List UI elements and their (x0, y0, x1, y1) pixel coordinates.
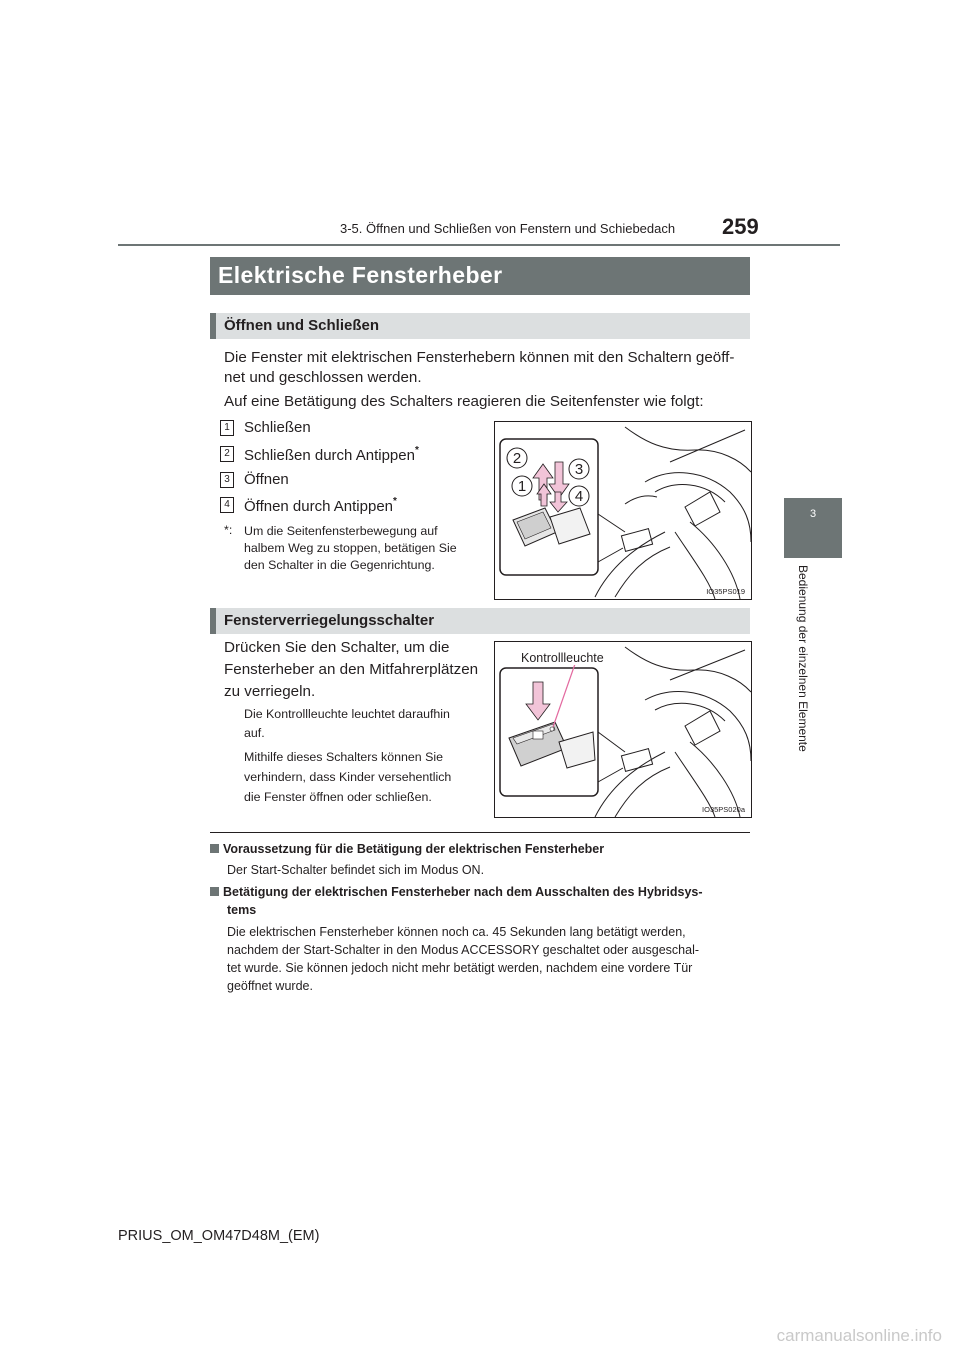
lock-text-line-1: Drücken Sie den Schalter, um die (224, 639, 450, 656)
item-number-3: 3 (220, 472, 234, 488)
lock-note-1-line-2: auf. (244, 726, 265, 740)
item-text-4 (244, 496, 397, 515)
bullet-heading-1 (210, 842, 604, 856)
bullet-2-line-2: nachdem der Start-Schalter in den Modus ACCESSORY geschaltet oder ausgeschal- (227, 943, 700, 957)
fig1-label-2: 2 (512, 450, 522, 467)
bullet-1-line-1: Der Start-Schalter befindet sich im Modus ON. (227, 863, 485, 877)
bullet-2-line-4: geöffnet wurde. (227, 979, 313, 993)
section-heading-marker (210, 608, 216, 634)
page-number: 259 (722, 214, 759, 239)
lock-note-1-line-1: Die Kontrollleuchte leuchtet daraufhin (244, 707, 450, 721)
section-heading-marker (210, 313, 216, 339)
running-header: 3-5. Öffnen und Schließen von Fenstern und Schiebedach (340, 221, 676, 236)
bullet-2-line-1: Die elektrischen Fensterheber können noch ca. 45 Sekunden lang betätigt werden, (227, 925, 686, 939)
asterisk-mark: * (414, 445, 419, 456)
lock-text-line-3: zu verriegeln. (224, 683, 316, 700)
chapter-tab (784, 498, 842, 558)
footnote-line-2: halbem Weg zu stoppen, betätigen Sie (244, 541, 457, 555)
figure-lock-switch-drawing (495, 642, 751, 817)
bullet-square-icon (210, 844, 219, 853)
footnote-mark: *: (224, 523, 233, 537)
lock-note-2-line-2: verhindern, dass Kinder versehentlich (244, 770, 452, 784)
figure-lock-switch (494, 641, 752, 818)
item-text-2-label: Schließen durch Antippen (244, 447, 415, 464)
item-text-1: Schließen (244, 419, 311, 436)
intro-line-1: Die Fenster mit elektrischen Fensterhebern können mit den Schaltern geöff- (224, 349, 735, 366)
chapter-number: 3 (809, 508, 817, 520)
bullet-heading-2-cont: tems (227, 903, 257, 917)
footnote-line-1: Um die Seitenfensterbewegung auf (244, 524, 438, 538)
footnote-line-3: den Schalter in die Gegenrichtung. (244, 558, 435, 572)
item-number-1: 1 (220, 420, 234, 436)
header-rule (118, 244, 840, 246)
fig1-label-1: 1 (517, 478, 527, 495)
item-number-4: 4 (220, 497, 234, 513)
figure-window-switch (494, 421, 752, 600)
section-heading-open-close: Öffnen und Schließen (224, 317, 380, 334)
lock-note-2-line-1: Mithilfe dieses Schalters können Sie (244, 750, 444, 764)
watermark: carmanualsonline.info (776, 1326, 942, 1345)
asterisk-mark: * (393, 496, 397, 507)
fig1-label-4: 4 (574, 488, 584, 505)
bullet-2-line-3: tet wurde. Sie können jedoch nicht mehr betätigt werden, nachdem eine vordere Tür (227, 961, 693, 975)
chapter-label: Bedienung der einzelnen Elemente (796, 565, 810, 752)
document-code: PRIUS_OM_OM47D48M_(EM) (118, 1228, 320, 1244)
figure-window-switch-drawing (495, 422, 751, 599)
page-title: Elektrische Fensterheber (218, 262, 503, 288)
section-rule (210, 832, 750, 833)
figure-code-1: IO35PS019 (706, 587, 745, 596)
bullet-heading-2-text: Betätigung der elektrischen Fensterheber nach dem Ausschalten des Hybridsys- (223, 885, 703, 899)
bullet-heading-2 (210, 885, 703, 899)
lock-text-line-2: Fensterheber an den Mitfahrerplätzen (224, 661, 479, 678)
section-heading-lock: Fensterverriegelungsschalter (224, 612, 435, 629)
bullet-heading-1-text: Voraussetzung für die Betätigung der elektrischen Fensterheber (223, 842, 605, 856)
fig2-label-indicator: Kontrollleuchte (521, 651, 604, 665)
lock-note-2-line-3: die Fenster öffnen oder schließen. (244, 790, 432, 804)
item-text-3: Öffnen (244, 471, 289, 488)
item-number-2: 2 (220, 446, 234, 462)
intro-2: Auf eine Betätigung des Schalters reagieren die Seitenfenster wie folgt: (224, 393, 704, 410)
fig1-label-3: 3 (574, 461, 584, 478)
bullet-square-icon (210, 887, 219, 896)
intro-line-2: net und geschlossen werden. (224, 369, 422, 386)
figure-code-2: IO35PS020a (702, 805, 745, 814)
item-text-2 (244, 445, 419, 464)
item-text-4-label: Öffnen durch Antippen (244, 498, 394, 515)
